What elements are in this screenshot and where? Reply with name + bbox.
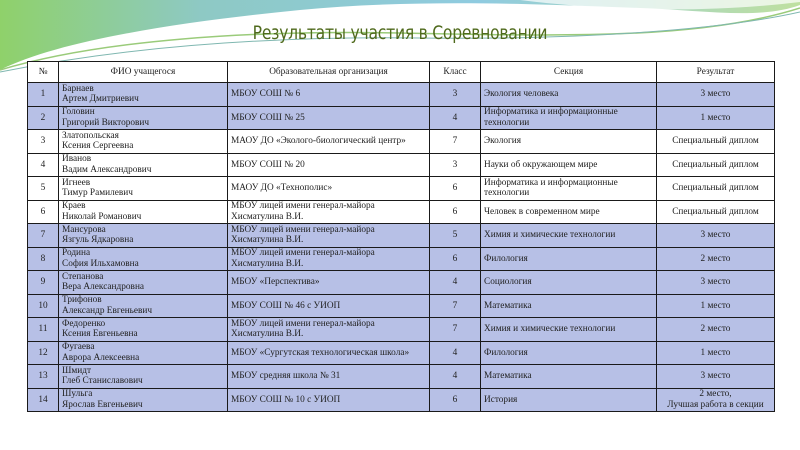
organization: МБОУ СОШ № 25 — [231, 112, 305, 123]
cell-name — [59, 247, 228, 271]
cell-result — [657, 318, 775, 342]
section: Информатика и информационные технологии — [484, 107, 618, 128]
student-surname: Федоренко — [62, 318, 106, 329]
student-surname: Краев — [62, 201, 86, 212]
cell-name — [59, 224, 228, 248]
section: Математика — [484, 371, 532, 381]
cell-organization — [228, 365, 430, 389]
row-number: 7 — [40, 230, 46, 240]
cell-organization — [228, 341, 430, 365]
page-title: Результаты участия в Соревновании — [252, 22, 548, 44]
result: 1 место — [700, 112, 731, 123]
cell-grade — [430, 177, 481, 201]
cell-organization — [228, 200, 430, 224]
cell-name — [59, 271, 228, 295]
result: Специальный диплом — [672, 206, 759, 217]
cell-section — [481, 247, 657, 271]
cell-number — [28, 177, 59, 201]
student-given-name: Ксения Евгеньевна — [62, 329, 138, 340]
grade: 7 — [452, 324, 458, 334]
student-given-name: Ксения Сергеевна — [62, 141, 134, 152]
row-number: 11 — [38, 324, 48, 334]
table-row — [28, 200, 775, 224]
cell-grade — [430, 153, 481, 177]
student-surname: Шмидт — [62, 365, 92, 376]
cell-result — [657, 341, 775, 365]
cell-organization — [228, 388, 430, 412]
cell-number — [28, 365, 59, 389]
row-number: 14 — [38, 394, 48, 405]
section: Человек в современном мире — [484, 206, 600, 217]
organization: МБОУ СОШ № 10 с УИОП — [231, 394, 341, 405]
result: 3 место — [700, 230, 731, 240]
header-name: ФИО учащегося — [59, 62, 228, 83]
cell-organization — [228, 224, 430, 248]
header-number: № — [28, 62, 59, 83]
cell-organization — [228, 247, 430, 271]
cell-number — [28, 247, 59, 271]
grade: 7 — [452, 300, 458, 311]
cell-section — [481, 271, 657, 295]
cell-name — [59, 294, 228, 318]
student-given-name: Глеб Станиславович — [62, 376, 143, 387]
cell-organization — [228, 106, 430, 130]
student-given-name: Ярослав Евгеньевич — [62, 399, 143, 410]
section: Информатика и информационные технологии — [484, 177, 618, 199]
row-number: 8 — [40, 253, 46, 264]
student-surname: Фугаева — [62, 342, 95, 353]
result: 3 место — [700, 89, 731, 99]
organization: МБОУ лицей имени генерал-майора Хисматулина В.И. — [231, 224, 375, 246]
grade: 6 — [452, 253, 458, 264]
results-table — [27, 61, 775, 412]
table-row — [28, 106, 775, 130]
student-surname: Игнеев — [62, 177, 91, 188]
table-row — [28, 247, 775, 271]
cell-section — [481, 130, 657, 154]
section: Экология человека — [484, 89, 559, 99]
row-number: 2 — [40, 112, 46, 123]
grade: 6 — [452, 394, 458, 405]
section: Экология — [484, 136, 522, 146]
header-grade: Класс — [430, 62, 481, 83]
cell-result — [657, 388, 775, 412]
cell-name — [59, 341, 228, 365]
table-row — [28, 318, 775, 342]
cell-name — [59, 106, 228, 130]
cell-organization — [228, 130, 430, 154]
cell-number — [28, 153, 59, 177]
student-given-name: Александр Евгеньевич — [62, 305, 153, 316]
student-given-name: Артем Дмитриевич — [62, 94, 139, 105]
cell-name — [59, 200, 228, 224]
row-number: 1 — [40, 89, 46, 99]
header-organization: Образовательная организация — [228, 62, 430, 83]
cell-result — [657, 224, 775, 248]
grade: 3 — [452, 89, 458, 99]
row-number: 6 — [40, 206, 46, 217]
row-number: 12 — [38, 347, 48, 358]
header-section: Секция — [481, 62, 657, 83]
cell-result — [657, 271, 775, 295]
grade: 6 — [452, 206, 458, 217]
cell-result — [657, 83, 775, 107]
cell-organization — [228, 271, 430, 295]
grade: 5 — [452, 230, 458, 240]
student-surname: Трифонов — [62, 295, 102, 306]
cell-name — [59, 318, 228, 342]
student-given-name: София Ильхамовна — [62, 258, 139, 269]
table-row — [28, 153, 775, 177]
student-surname: Мансурова — [62, 224, 106, 235]
cell-grade — [430, 200, 481, 224]
result: 2 место — [700, 253, 731, 264]
cell-grade — [430, 130, 481, 154]
section: Филология — [484, 253, 528, 264]
student-surname: Головин — [62, 107, 95, 118]
cell-name — [59, 153, 228, 177]
cell-section — [481, 224, 657, 248]
student-given-name: Вера Александровна — [62, 282, 145, 293]
cell-organization — [228, 318, 430, 342]
header-result: Результат — [657, 62, 775, 83]
grade: 3 — [452, 159, 458, 170]
table-row — [28, 83, 775, 107]
cell-number — [28, 106, 59, 130]
student-given-name: Григорий Викторович — [62, 117, 150, 128]
cell-number — [28, 318, 59, 342]
result: 3 место — [700, 277, 731, 287]
organization: МБОУ СОШ № 20 — [231, 159, 305, 170]
cell-grade — [430, 341, 481, 365]
cell-section — [481, 200, 657, 224]
organization: МБОУ лицей имени генерал-майора Хисматулина В.И. — [231, 318, 375, 340]
organization: МБОУ средняя школа № 31 — [231, 371, 341, 381]
grade: 4 — [452, 371, 458, 381]
section: Науки об окружающем мире — [484, 159, 598, 170]
cell-section — [481, 83, 657, 107]
cell-name — [59, 83, 228, 107]
result: 1 место — [700, 347, 731, 358]
organization: МАОУ ДО «Эколого-биологический центр» — [231, 136, 406, 146]
cell-section — [481, 388, 657, 412]
cell-grade — [430, 294, 481, 318]
cell-result — [657, 130, 775, 154]
grade: 4 — [452, 112, 458, 123]
grade: 4 — [452, 347, 458, 358]
cell-organization — [228, 294, 430, 318]
row-number: 13 — [38, 371, 48, 381]
cell-result — [657, 247, 775, 271]
table-row — [28, 271, 775, 295]
table-row — [28, 224, 775, 248]
section: Филология — [484, 347, 528, 358]
table-row — [28, 177, 775, 201]
organization: МБОУ «Сургутская технологическая школа» — [231, 347, 410, 358]
cell-grade — [430, 83, 481, 107]
result: 2 место — [700, 324, 731, 334]
result: Специальный диплом — [672, 136, 759, 146]
cell-result — [657, 365, 775, 389]
row-number: 9 — [40, 277, 46, 287]
cell-grade — [430, 224, 481, 248]
table-row — [28, 365, 775, 389]
cell-result — [657, 177, 775, 201]
student-given-name: Вадим Александрович — [62, 164, 152, 175]
grade: 4 — [452, 277, 458, 287]
student-surname: Златопольская — [62, 130, 119, 141]
cell-section — [481, 153, 657, 177]
organization: МАОУ ДО «Технополис» — [231, 183, 333, 193]
section: Математика — [484, 300, 532, 311]
section: Химия и химические технологии — [484, 324, 616, 334]
cell-result — [657, 294, 775, 318]
result: 2 место, Лучшая работа в секции — [667, 389, 764, 410]
cell-section — [481, 294, 657, 318]
cell-number — [28, 271, 59, 295]
section: Химия и химические технологии — [484, 230, 616, 240]
cell-number — [28, 130, 59, 154]
result: 1 место — [700, 300, 731, 311]
organization: МБОУ «Перспектива» — [231, 277, 320, 287]
student-surname: Родина — [62, 248, 91, 259]
cell-grade — [430, 271, 481, 295]
cell-number — [28, 224, 59, 248]
row-number: 3 — [40, 136, 46, 146]
cell-section — [481, 106, 657, 130]
cell-organization — [228, 83, 430, 107]
student-given-name: Язгуль Ядкаровна — [62, 235, 134, 246]
cell-number — [28, 388, 59, 412]
cell-section — [481, 318, 657, 342]
organization: МБОУ СОШ № 46 с УИОП — [231, 300, 341, 311]
student-surname: Иванов — [62, 154, 92, 165]
cell-number — [28, 200, 59, 224]
row-number: 4 — [40, 159, 46, 170]
cell-section — [481, 341, 657, 365]
cell-result — [657, 106, 775, 130]
student-given-name: Тимур Рамилевич — [62, 188, 133, 199]
cell-section — [481, 177, 657, 201]
result: Специальный диплом — [672, 183, 759, 193]
table-row — [28, 130, 775, 154]
section: История — [484, 394, 518, 405]
cell-grade — [430, 247, 481, 271]
cell-grade — [430, 106, 481, 130]
student-surname: Шульга — [62, 389, 93, 400]
cell-name — [59, 130, 228, 154]
table-row — [28, 341, 775, 365]
table-row — [28, 294, 775, 318]
table-row — [28, 388, 775, 412]
organization: МБОУ СОШ № 6 — [231, 89, 301, 99]
cell-organization — [228, 177, 430, 201]
student-given-name: Аврора Алексеевна — [62, 352, 140, 363]
table-header-row — [28, 62, 775, 83]
cell-name — [59, 177, 228, 201]
row-number: 5 — [40, 183, 46, 193]
cell-name — [59, 388, 228, 412]
section: Социология — [484, 277, 532, 287]
cell-result — [657, 200, 775, 224]
cell-grade — [430, 365, 481, 389]
cell-section — [481, 365, 657, 389]
student-given-name: Николай Романович — [62, 211, 142, 222]
cell-result — [657, 153, 775, 177]
student-surname: Степанова — [62, 271, 104, 282]
cell-number — [28, 294, 59, 318]
organization: МБОУ лицей имени генерал-майора Хисматулина В.И. — [231, 248, 375, 269]
cell-grade — [430, 388, 481, 412]
cell-number — [28, 341, 59, 365]
result: 3 место — [700, 371, 731, 381]
row-number: 10 — [38, 300, 48, 311]
cell-name — [59, 365, 228, 389]
organization: МБОУ лицей имени генерал-майора Хисматулина В.И. — [231, 201, 375, 222]
cell-grade — [430, 318, 481, 342]
cell-number — [28, 83, 59, 107]
cell-organization — [228, 153, 430, 177]
student-surname: Барнаев — [62, 83, 94, 94]
grade: 7 — [452, 136, 458, 146]
result: Специальный диплом — [672, 159, 759, 170]
grade: 6 — [452, 183, 458, 193]
